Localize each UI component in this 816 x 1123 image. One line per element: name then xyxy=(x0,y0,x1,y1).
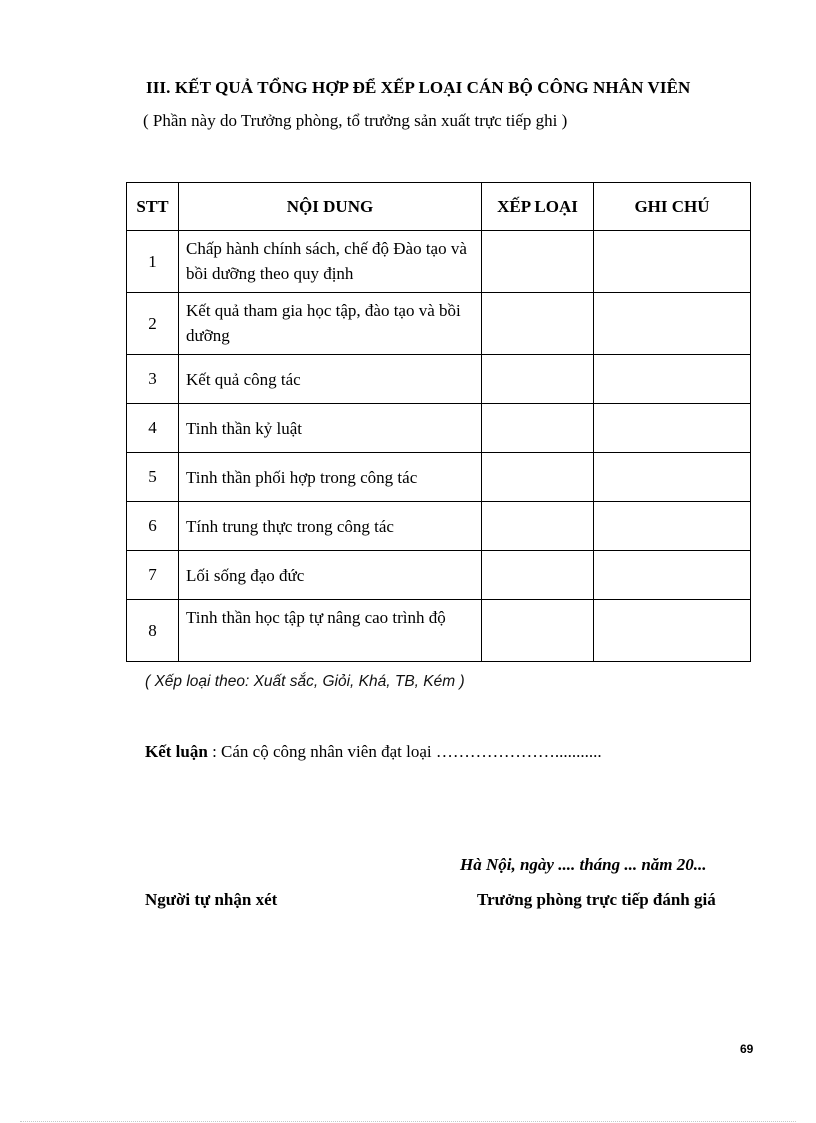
note-cell[interactable] xyxy=(594,293,751,355)
row-content: Tính trung thực trong công tác xyxy=(179,502,482,551)
table-row xyxy=(127,600,751,662)
row-content: Chấp hành chính sách, chế độ Đào tạo và bồi dưỡng theo quy định xyxy=(179,231,482,293)
header-note: GHI CHÚ xyxy=(594,183,751,231)
row-stt: 3 xyxy=(127,355,179,404)
grading-scale-note: ( Xếp loại theo: Xuất sắc, Giỏi, Khá, TB, Kém ) xyxy=(145,673,465,690)
page-bottom-divider xyxy=(20,1121,796,1122)
date-line: Hà Nội, ngày .... tháng ... năm 20... xyxy=(460,855,707,874)
row-content: Kết quả tham gia học tập, đào tạo và bồi dưỡng xyxy=(179,293,482,355)
note-cell[interactable] xyxy=(594,231,751,293)
table-row xyxy=(127,404,751,453)
table-row xyxy=(127,293,751,355)
grade-cell[interactable] xyxy=(482,453,594,502)
grade-cell[interactable] xyxy=(482,600,594,662)
row-content: Tinh thần học tập tự nâng cao trình độ xyxy=(179,600,482,662)
table-row xyxy=(127,355,751,404)
table-row xyxy=(127,453,751,502)
grade-cell[interactable] xyxy=(482,293,594,355)
row-stt: 6 xyxy=(127,502,179,551)
grade-cell[interactable] xyxy=(482,502,594,551)
header-grade: XẾP LOẠI xyxy=(482,183,594,231)
row-stt: 7 xyxy=(127,551,179,600)
row-content: Tinh thần kỷ luật xyxy=(179,404,482,453)
section-subheading: ( Phần này do Trưởng phòng, tổ trưởng sản xuất trực tiếp ghi ) xyxy=(143,111,568,130)
table-header-row xyxy=(127,183,751,231)
grade-cell[interactable] xyxy=(482,231,594,293)
row-stt: 8 xyxy=(127,600,179,662)
header-stt: STT xyxy=(127,183,179,231)
note-cell[interactable] xyxy=(594,600,751,662)
table-row xyxy=(127,231,751,293)
table-row xyxy=(127,502,751,551)
note-cell[interactable] xyxy=(594,453,751,502)
note-cell[interactable] xyxy=(594,551,751,600)
conclusion-text: : Cán cộ công nhân viên đạt loại …………………........... xyxy=(207,742,602,761)
manager-evaluator-label: Trưởng phòng trực tiếp đánh giá xyxy=(477,890,716,909)
table-row xyxy=(127,551,751,600)
self-evaluator-label: Người tự nhận xét xyxy=(145,890,278,909)
row-content: Kết quả công tác xyxy=(179,355,482,404)
row-stt: 5 xyxy=(127,453,179,502)
note-cell[interactable] xyxy=(594,355,751,404)
row-stt: 1 xyxy=(127,231,179,293)
row-stt: 2 xyxy=(127,293,179,355)
row-content: Tinh thần phối hợp trong công tác xyxy=(179,453,482,502)
row-stt: 4 xyxy=(127,404,179,453)
page-number: 69 xyxy=(740,1042,754,1056)
row-content: Lối sống đạo đức xyxy=(179,551,482,600)
conclusion-label: Kết luận xyxy=(145,742,208,761)
evaluation-table xyxy=(126,182,751,662)
section-heading: III. KẾT QUẢ TỔNG HỢP ĐỂ XẾP LOẠI CÁN BỘ CÔNG NHÂN VIÊN xyxy=(146,78,691,97)
note-cell[interactable] xyxy=(594,404,751,453)
grade-cell[interactable] xyxy=(482,355,594,404)
header-content: NỘI DUNG xyxy=(179,183,482,231)
note-cell[interactable] xyxy=(594,502,751,551)
conclusion-line xyxy=(145,742,602,762)
grade-cell[interactable] xyxy=(482,551,594,600)
grade-cell[interactable] xyxy=(482,404,594,453)
